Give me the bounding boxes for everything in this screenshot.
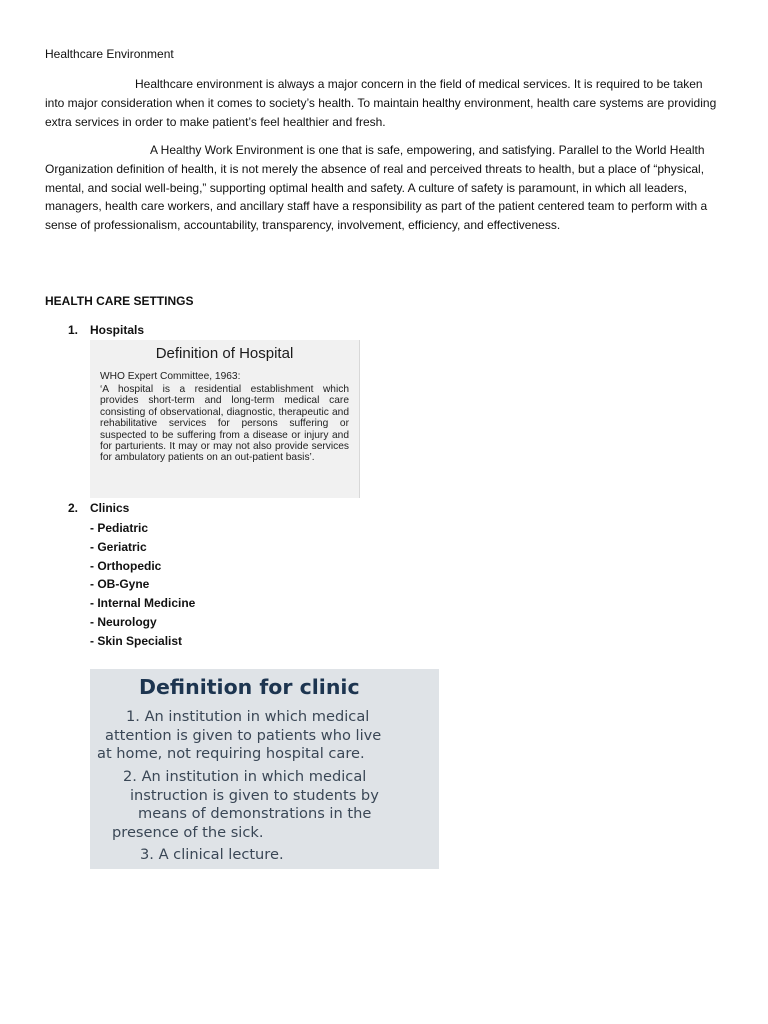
hospital-card-source: WHO Expert Committee, 1963:: [100, 371, 241, 382]
clinic-type-item: - Geriatric: [90, 539, 147, 554]
clinic-card-line: instruction is given to students by: [130, 787, 379, 804]
hospital-card-title: Definition of Hospital: [155, 345, 294, 362]
hospital-card-body: ‘A hospital is a residential establishment which provides short-term and long-term medical care consisting of observational, diagnostic, therapeutic and rehabilitative services for persons suffering or suspected to be suffering from a disease or injury and for parturients. It may or may not also provide services for ambulatory patients on an out-patient basis’.: [100, 384, 349, 464]
clinic-card-line: 2. An institution in which medical: [123, 768, 367, 785]
clinic-types-list: [90, 519, 195, 651]
document-title: Healthcare Environment: [45, 47, 174, 61]
hospital-definition-image: [90, 340, 360, 498]
healthy-work-paragraph: A Healthy Work Environment is one that is safe, empowering, and satisfying. Parallel to the World Health Organization definition of health, it is not merely the absence of real and perceived threats to health, but a place of “physical, mental, and social well-being,” supporting optimal health and safety. A culture of safety is paramount, in which all leaders, managers, health care workers, and ancillary staff have a responsibility as part of the patient centered team to perform with a sense of professionalism, accountability, transparency, involvement, efficiency, and effectiveness.: [45, 143, 708, 233]
clinic-card-line: attention is given to patients who live: [105, 727, 382, 744]
clinic-type-item: - Orthopedic: [90, 558, 162, 573]
clinic-type-item: - Neurology: [90, 614, 157, 629]
clinic-definition-image: [90, 669, 439, 869]
list-item-clinics: [68, 501, 129, 515]
clinic-type-item: - Pediatric: [90, 521, 149, 535]
section-heading: HEALTH CARE SETTINGS: [45, 294, 194, 308]
clinic-card-line: at home, not requiring hospital care.: [97, 745, 365, 762]
list-label: Hospitals: [90, 323, 145, 337]
clinic-card-line: presence of the sick.: [112, 824, 264, 841]
list-item-hospitals: [68, 323, 144, 337]
clinic-type-item: - OB-Gyne: [90, 577, 150, 592]
clinic-type-item: - Skin Specialist: [90, 633, 183, 648]
clinic-type-item: - Internal Medicine: [90, 596, 196, 611]
intro-paragraph: Healthcare environment is always a major concern in the field of medical services. It is required to be taken into major consideration when it comes to society’s health. To maintain healthy environment, health care systems are providing extra services in order to make patient’s feel healthier and fresh.: [45, 77, 717, 129]
list-number: 2.: [68, 501, 79, 515]
clinic-card-title: Definition for clinic: [139, 675, 360, 699]
list-number: 1.: [68, 323, 79, 337]
clinic-card-line: means of demonstrations in the: [138, 805, 372, 822]
list-label: Clinics: [90, 501, 130, 515]
clinic-card-line: 1. An institution in which medical: [126, 708, 370, 725]
clinic-card-line: 3. A clinical lecture.: [140, 846, 284, 863]
